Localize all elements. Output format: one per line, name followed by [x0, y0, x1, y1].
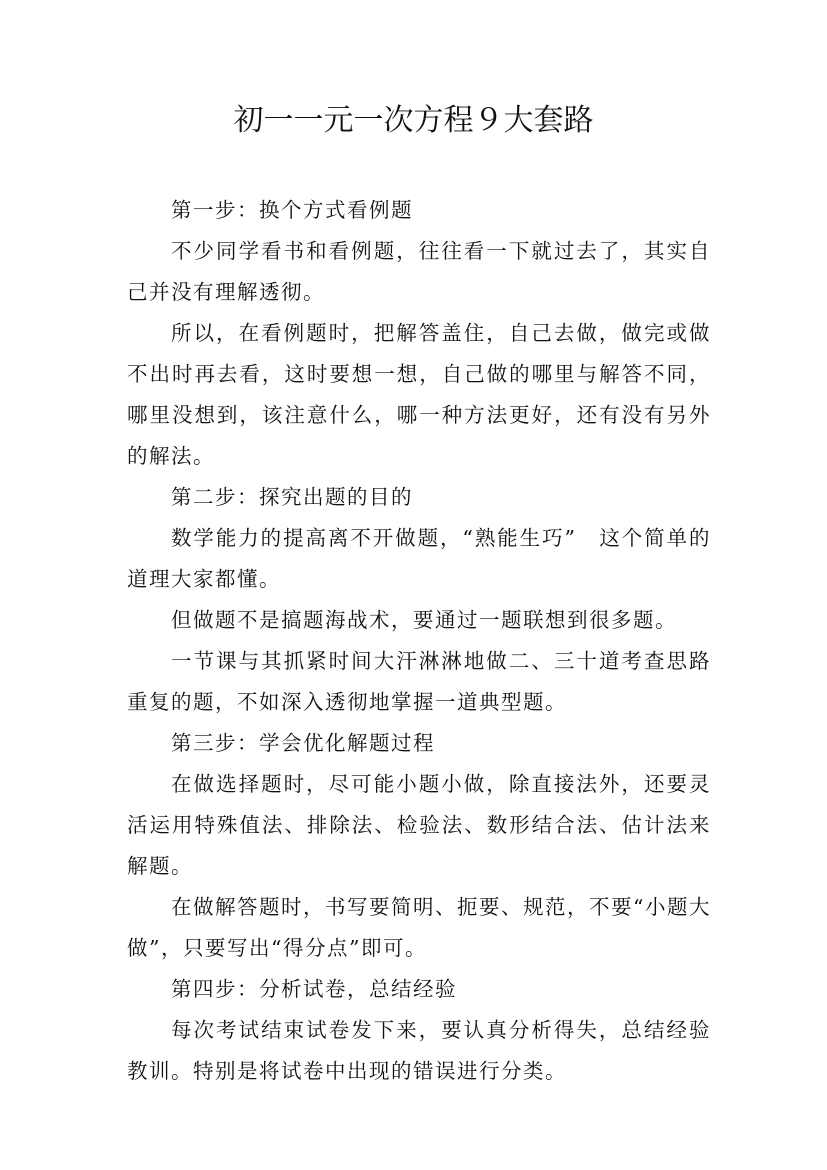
paragraph: 每次考试结束试卷发下来，要认真分析得失，总结经验教训。特别是将试卷中出现的错误进行分类。: [127, 1018, 711, 1083]
section-heading-1: 第一步：换个方式看例题: [171, 198, 413, 222]
paragraph: 在做选择题时，尽可能小题小做，除直接法外，还要灵活运用特殊值法、排除法、检验法、数形结合法、估计法来解题。: [127, 772, 711, 878]
section-heading-3: 第三步：学会优化解题过程: [171, 731, 435, 755]
paragraph: 所以，在看例题时，把解答盖住，自己去做，做完或做不出时再去看，这时要想一想，自己做的哪里与解答不同，哪里没想到，该注意什么，哪一种方法更好，还有没有另外的解法。: [127, 321, 711, 468]
section-heading-2: 第二步：探究出题的目的: [171, 485, 413, 509]
paragraph: 一节课与其抓紧时间大汗淋淋地做二、三十道考查思路重复的题，不如深入透彻地掌握一道典型题。: [127, 649, 711, 714]
document-body: [127, 190, 711, 1092]
document-title: 初一一元一次方程９大套路: [233, 103, 594, 138]
paragraph: 不少同学看书和看例题，往往看一下就过去了，其实自己并没有理解透彻。: [127, 239, 711, 304]
paragraph: 但做题不是搞题海战术，要通过一题联想到很多题。: [171, 608, 677, 632]
section-heading-4: 第四步：分析试卷，总结经验: [171, 977, 457, 1001]
paragraph: 数学能力的提高离不开做题，“熟能生巧” 这个简单的道理大家都懂。: [127, 526, 711, 591]
paragraph: 在做解答题时，书写要简明、扼要、规范，不要“小题大做”，只要写出“得分点”即可。: [127, 895, 711, 960]
